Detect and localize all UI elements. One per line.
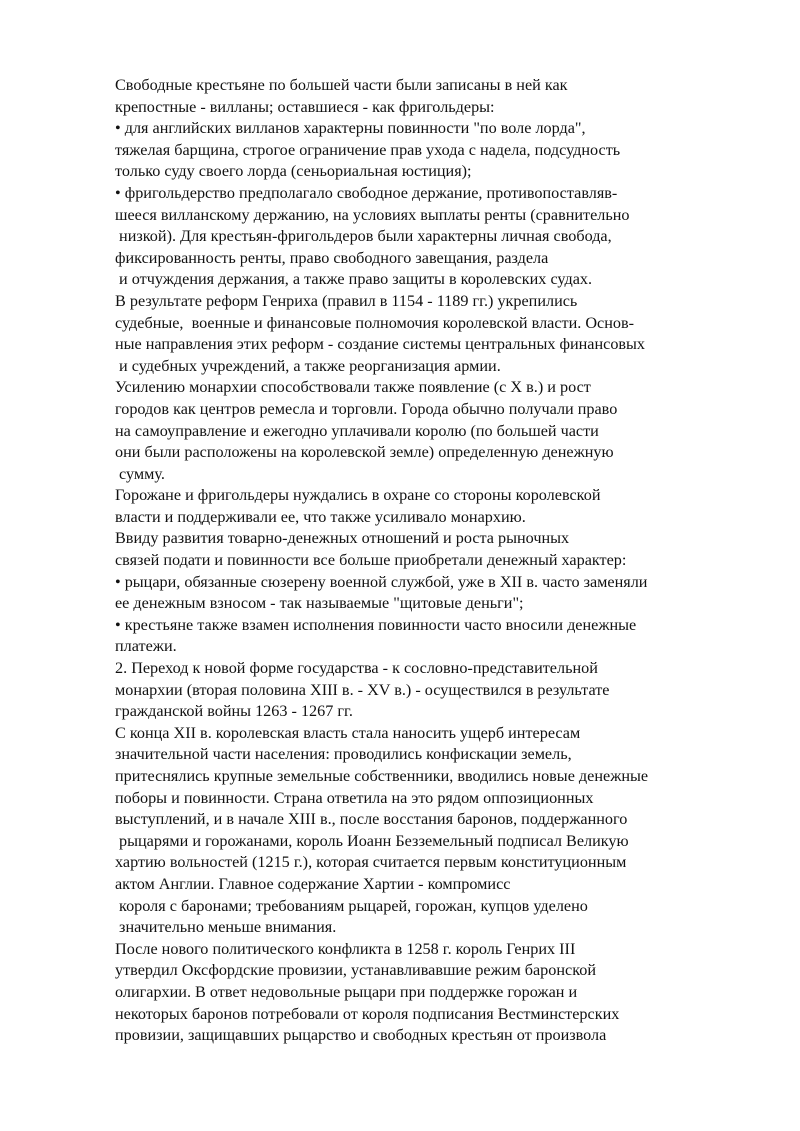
text-line: выступлений, и в начале XIII в., после восстания баронов, поддержанного xyxy=(115,810,628,829)
text-line: ее денежным взносом - так называемые "щитовые деньги"; xyxy=(115,594,524,613)
text-line: олигархии. В ответ недовольные рыцари при поддержке горожан и xyxy=(115,982,578,1001)
text-line: короля с баронами; требованиям рыцарей, горожан, купцов уделено xyxy=(115,896,588,915)
text-line: Ввиду развития товарно-денежных отношений и роста рыночных xyxy=(115,529,570,548)
text-line: Свободные крестьяне по большей части были записаны в ней как xyxy=(115,76,568,94)
text-line: монархии (вторая половина XIII в. - XV в.) - осуществился в результате xyxy=(115,680,610,699)
text-line: рыцарями и горожанами, король Иоанн Безземельный подписал Великую xyxy=(115,831,629,850)
text-line: Усилению монархии способствовали также появление (с X в.) и рост xyxy=(115,378,591,397)
text-line: значительно меньше внимания. xyxy=(115,918,337,937)
text-line: шееся вилланскому держанию, на условиях выплаты ренты (сравнительно xyxy=(115,205,630,224)
text-line: утвердил Оксфордские провизии, устанавливавшие режим баронской xyxy=(115,961,596,980)
text-line: только суду своего лорда (сеньориальная юстиция); xyxy=(115,162,472,181)
text-line: сумму. xyxy=(115,464,165,483)
text-line: 2. Переход к новой форме государства - к сословно-представительной xyxy=(115,659,598,678)
text-line: фиксированность ренты, право свободного завещания, раздела xyxy=(115,248,549,267)
text-line: С конца XII в. королевская власть стала наносить ущерб интересам xyxy=(115,723,581,742)
text-line: тяжелая барщина, строгое ограничение прав ухода с надела, подсудность xyxy=(115,140,621,159)
text-line: на самоуправление и ежегодно уплачивали королю (по большей части xyxy=(115,421,599,440)
text-line: значительной части населения: проводились конфискации земель, xyxy=(115,745,572,764)
document-body-text xyxy=(115,75,755,1047)
text-line: городов как центров ремесла и торговли. Города обычно получали право xyxy=(115,399,618,418)
text-line: поборы и повинности. Страна ответила на это рядом оппозиционных xyxy=(115,788,594,807)
text-line: притеснялись крупные земельные собственники, вводились новые денежные xyxy=(115,767,649,785)
text-line: • рыцари, обязанные сюзерену военной службой, уже в XII в. часто заменяли xyxy=(115,572,648,591)
text-line: актом Англии. Главное содержание Хартии - компромисс xyxy=(115,874,511,893)
text-line: они были расположены на королевской земле) определенную денежную xyxy=(115,443,614,462)
text-line: ные направления этих реформ - создание системы центральных финансовых xyxy=(115,335,646,354)
text-line: некоторых баронов потребовали от короля подписания Вестминстерских xyxy=(115,1004,620,1023)
text-line: судебные, военные и финансовые полномочия королевской власти. Основ- xyxy=(115,313,635,332)
text-line: крепостные - вилланы; оставшиеся - как фригольдеры: xyxy=(115,97,495,116)
text-line: платежи. xyxy=(115,637,177,656)
text-line: • фригольдерство предполагало свободное держание, противопоставляв- xyxy=(115,183,618,202)
text-line: власти и поддерживали ее, что также усиливало монархию. xyxy=(115,507,526,526)
text-line: и отчуждения держания, а также право защиты в королевских судах. xyxy=(115,270,593,289)
text-line: После нового политического конфликта в 1258 г. король Генрих III xyxy=(115,939,576,958)
text-line: низкой). Для крестьян-фригольдеров были характерны личная свобода, xyxy=(115,227,612,246)
text-line: провизии, защищавших рыцарство и свободных крестьян от произвола xyxy=(115,1026,607,1045)
text-line: В результате реформ Генриха (правил в 1154 - 1189 гг.) укрепились xyxy=(115,291,578,310)
text-line: • для английских вилланов характерны повинности "по воле лорда", xyxy=(115,119,586,138)
text-line: связей подати и повинности все больше приобретали денежный характер: xyxy=(115,551,627,570)
text-line: • крестьяне также взамен исполнения повинности часто вносили денежные xyxy=(115,615,637,634)
text-line: гражданской войны 1263 - 1267 гг. xyxy=(115,702,353,721)
text-line: и судебных учреждений, а также реорганизация армии. xyxy=(115,356,501,375)
text-line: Горожане и фригольдеры нуждались в охране со стороны королевской xyxy=(115,486,601,505)
text-line: хартию вольностей (1215 г.), которая считается первым конституционным xyxy=(115,853,627,872)
